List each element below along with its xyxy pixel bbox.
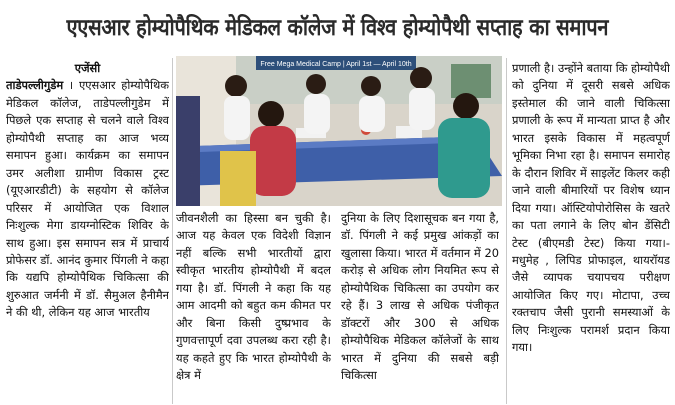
- article-column-4: [512, 60, 670, 402]
- column-2-text: जीवनशैली का हिस्सा बन चुकी है। आज यह केवल एक विदेशी विज्ञान नहीं बल्कि सभी भारतीयों द्वारा स्वीकृत भारतीय होम्योपैथी में बदल गया है। डॉ. पिंगली ने कहा कि यह आम आदमी को बहुत कम कीमत पर और बिना किसी दुष्प्रभाव के गुणवत्तापूर्ण दवा उपलब्ध करा रही है। यह कहते हुए कि भारत होम्योपैथी के क्षेत्र में: [176, 211, 331, 383]
- column-1-text: । एएसआर होम्योपैथिक मेडिकल कॉलेज, ताडेपल्लीगुडेम में पिछले एक सप्ताह से चलने वाले विश्व होम्योपैथी सप्ताह का आज भव्य समापन हुआ। कार्यक्रम का समापन उमर अलीशा ग्रामीण विकास ट्रस्ट (यूएआरडीटी) के सहयोग से कॉलेज परिसर में आयोजित एक विशाल निःशुल्क मेगा डायग्नोस्टिक शिविर के साथ हुआ। इस समापन सत्र में प्राचार्य प्रोफेसर डॉ. आनंद कुमार पिंगली ने कहा कि यद्यपि होम्योपैथिक चिकित्सा की शुरुआत जर्मनी में डॉ. सैमुअल हैनीमैन ने की थी, लेकिन यह आज भारतीय: [6, 78, 169, 320]
- news-photo: [176, 56, 502, 206]
- column-3-text: दुनिया के लिए दिशासूचक बन गया है, डॉ. पिंगली ने कई प्रमुख आंकड़ों का खुलासा किया। भारत में वर्तमान में 20 करोड़ से अधिक लोग नियमित रूप से होम्योपैथिक चिकित्सा का उपयोग कर रहे हैं। 3 लाख से अधिक पंजीकृत डॉक्टरों और 300 से अधिक होम्योपैथिक मेडिकल कॉलेजों के साथ भारत में दुनिया की सबसे बड़ी चिकित्सा: [341, 211, 499, 383]
- headline-text: एएसआर होम्योपैथिक मेडिकल कॉलेज में विश्व होम्योपैथी सप्ताह का समापन: [66, 15, 609, 41]
- article-column-3: [341, 210, 499, 402]
- article-column-2: [176, 210, 331, 402]
- column-rule: [172, 58, 173, 404]
- photo-banner-text: Free Mega Medical Camp | April 1st — April 10th: [260, 61, 412, 68]
- column-4-text: प्रणाली है। उन्होंने बताया कि होम्योपैथी को दुनिया में दूसरी सबसे अधिक इस्तेमाल की जाने वाली चिकित्सा प्रणाली के रूप में मान्यता प्राप्त है और भारत इसके विकास में महत्वपूर्ण भूमिका निभा रहा है। समापन समारोह के दौरान शिविर में साइलेंट किलर कही जाने वाली बीमारियों पर विशेष ध्यान दिया गया। ऑस्टियोपोरोसिस के खतरे का पता लगाने के लिए बोन डेंसिटी टेस्ट (बीएमडी टेस्ट) किया गया।- मधुमेह , लिपिड प्रोफाइल, थायरॉयड जैसे व्यापक चयापचय परीक्षण आयोजित किए गए। मोटापा, उच्च रक्तचाप जैसी पुरानी समस्याओं के लिए निःशुल्क परामर्श प्रदान किया गया।: [512, 61, 670, 355]
- column-rule: [506, 58, 507, 404]
- column-1-paragraph: [6, 77, 169, 321]
- byline: एजेंसी: [74, 61, 101, 75]
- headline: [0, 0, 675, 52]
- medical-camp-photo: [176, 56, 502, 206]
- article-column-1: [6, 60, 169, 402]
- dateline: ताडेपल्लीगुडेम: [6, 78, 64, 93]
